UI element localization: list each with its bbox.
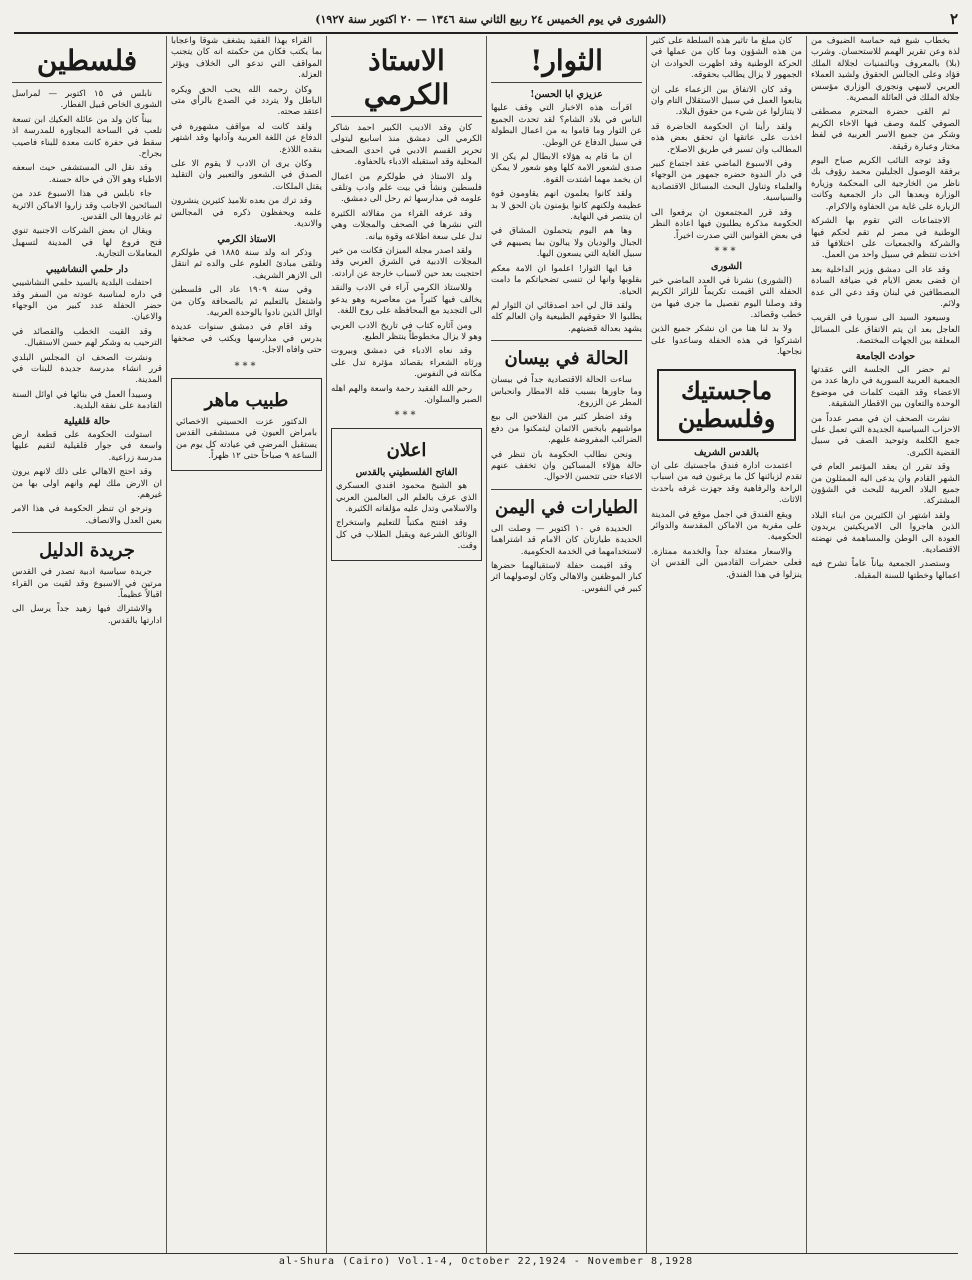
paragraph: ساءت الحالة الاقتصادية جداً في بيسان وما جاورها بسبب قلة الامطار وانحباس المطر عن الزروع.: [491, 375, 642, 408]
column-6: [8, 36, 166, 1254]
paragraph: جريدة سياسية ادبية تصدر في القدس مرتين في الاسبوع وقد لقيت من القراء اقبالاً عظيماً.: [12, 567, 162, 601]
paragraph: وقد نعاه الادباء في دمشق وبيروت ورثاه الشعراء بقصائد مؤثرة تدل على مكانته في النفوس.: [331, 346, 482, 380]
paragraph: فيا ايها الثوار! اعلموا ان الامة معكم بقلوبها وانها لن تنسى تضحياتكم ما دامت الحياة.: [491, 263, 642, 297]
paragraph: اقرأت هذه الاخبار التي وقف عليها الناس في بلاد الشام؟ لقد تحدث الجميع عن الثوار وما قاموا به من اعمال البطولة في سبيل الدفاع عن الوطن.: [491, 103, 642, 148]
paragraph: وقد ترك من بعده تلاميذ كثيرين ينشرون علمه ويحفظون ذكره في المجالس والاندية.: [171, 196, 322, 230]
article-headline: ماجستيك وفلسطين: [657, 369, 796, 441]
paragraph: ونحن نطالب الحكومة بان تنظر في حالة هؤلاء المساكين وان تخفف عنهم الاعباء حتى تتحسن الاحوال.: [491, 449, 642, 483]
columns-container: [8, 36, 964, 1254]
divider: [491, 489, 642, 490]
ad-headline: اعلان: [386, 439, 427, 461]
paragraph: بيناً كان ولد من عائلة العكيك ابن تسعة تلعب في الساحة المجاورة للمدرسة اذ سقط في حفرة كانت معدة للبناء فاصيب بجراح.: [12, 114, 162, 160]
separator-stars: ***: [714, 245, 739, 257]
paragraph: وسيبدأ العمل في بنائها في اوائل السنة القادمة على نفقة البلدية.: [12, 389, 162, 412]
section-headline: الطيارات في اليمن: [495, 496, 638, 518]
paragraph: ان ما قام به هؤلاء الابطال لم يكن الا صدى لشعور الامة كلها وهو شعور لا يمكن ان يخمد مهما اشتدت القوة.: [491, 152, 642, 185]
column-4: [326, 36, 486, 1254]
section-subheading: الاستاذ الكرمي: [217, 233, 276, 245]
paragraph: وقد اضطر كثير من الفلاحين الى بيع مواشيهم بابخس الاثمان ليتمكنوا من دفع الضرائب المفروضة عليهم.: [491, 412, 642, 446]
paragraph: ويقع الفندق في اجمل موقع في المدينة على مقربة من الاماكن المقدسة والدوائر الحكومية.: [651, 509, 802, 543]
paragraph: رحم الله الفقيد رحمة واسعة والهم اهله الصبر والسلوان.: [331, 383, 482, 405]
paragraph: وقد عاد الى دمشق وزير الداخلية بعد ان قضى بعض الايام في ضيافة السادة المصطافين في لبنان وقد دعي الى عدة ولائم.: [811, 264, 960, 309]
ad-headline: طبيب ماهر: [204, 389, 289, 411]
paragraph: هو الشيخ محمود افندي العسكري الذي عرف بالعلم الى العالمين العربي والاسلامي وتدل عليه مؤلفاته الكثيرة.: [336, 481, 477, 514]
paragraph: نشرت الصحف ان في مصر عدداً من الاحزاب السياسية الجديدة التي تعمل على جمع الكلمة وتوحيد الصف في سبيل القضية الكبرى.: [811, 413, 960, 458]
paragraph: وقد تقرر ان يعقد المؤتمر العام في الشهر القادم وان يدعى اليه الممثلون من جميع البلاد العربية للبحث في الشؤون المشتركة.: [811, 462, 960, 507]
paragraph: جاء نابلس في هذا الاسبوع عدد من السائحين الاجانب وقد زاروا الاماكن الاثرية ثم غادروها الى القدس.: [12, 189, 162, 223]
paragraph: وقد احتج الاهالي على ذلك لانهم يرون ان الارض ملك لهم وانهم اولى بها من غيرهم.: [12, 467, 162, 500]
paragraph: ونشرت الصحف ان المجلس البلدي قرر انشاء مدرسة جديدة للبنات في المدينة.: [12, 352, 162, 386]
paragraph: احتفلت البلدية بالسيد حلمي النشاشيبي في داره لمناسبة عودته من السفر وقد حضر الحفلة عدد كبير من الوجهاء والاعيان.: [12, 278, 162, 323]
paragraph: وللاستاذ الكرمي آراء في الادب والنقد يخالف فيها كثيراً من معاصريه وهو يدعو الى التجديد مع المحافظة على روح اللغة.: [331, 283, 482, 317]
paragraph: وكان يرى ان الادب لا يقوم الا على الصدق في الشعور والتعبير وان التقليد يقتل الملكات.: [171, 159, 322, 192]
section-subheading: دار حلمي النشاشيبي: [46, 263, 128, 275]
paragraph: استولت الحكومة على قطعة ارض واسعة في جوار قلقيلية لتقيم عليها مدرسة زراعية.: [12, 429, 162, 463]
section-headline: جريدة الدليل: [39, 540, 135, 562]
article-headline: فلسطين: [12, 44, 162, 83]
paragraph: ولا بد لنا هنا من ان نشكر جميع الذين اشتركوا في هذه الحفلة وساعدوا على نجاحها.: [651, 324, 802, 358]
paragraph: الحديدة في ١٠ اكتوبر — وصلت الى الحديدة طيارتان كان الامام قد اشتراهما لاستخدامهما في الخدمة الحكومية.: [491, 523, 642, 557]
archive-footer: al-Shura (Cairo) Vol.1-4, October 22,1924 - November 8,1928: [278, 1256, 694, 1267]
paragraph: وقد نقل الى المستشفى حيث اسعفه الاطباء وهو الآن في حالة حسنة.: [12, 163, 162, 185]
header-date-line: (الشورى في يوم الخميس ٢٤ ربيع الثاني سنة ١٣٤٦ — ٢٠ اكتوبر سنة ١٩٢٧): [315, 12, 667, 26]
paragraph: وقد قرر المجتمعون ان يرفعوا الى الحكومة مذكرة يطلبون فيها اعادة النظر في بعض القوانين التي صدرت اخيراً.: [651, 207, 802, 241]
separator-stars: ***: [234, 360, 259, 372]
paragraph: وقد اقيمت حفلة لاستقبالهما حضرها كبار الموظفين والاهالي وكان لوصولهما اثر كبير في النفوس.: [491, 561, 642, 594]
article-headline: الثوار!: [491, 44, 642, 83]
paragraph: وقد توجه النائب الكريم صباح اليوم برفقة الوصول الجليلين محمد رؤوف بك ناظر من الخارجية الى المحكمة وزيارة الوزارة وبعدها الى دار الجمعية وكانت الزيارة على غاية من الحفاوة والاكرام.: [811, 156, 960, 212]
paragraph: ونرجو ان تنظر الحكومة في هذا الامر بعين العدل والانصاف.: [12, 504, 162, 526]
paragraph: وقد عرفه القراء من مقالاته الكثيرة التي نشرها في الصحف والمجلات وهي تدل على سعة اطلاعه وقوة بيانه.: [331, 208, 482, 242]
paragraph: وذكر انه ولد سنة ١٨٨٥ في طولكرم وتلقى مبادئ العلوم على والده ثم انتقل الى الازهر الشريف.: [171, 247, 322, 281]
paragraph: بخطاب شيع فيه حماسة الضيوف من لذة وعن تقرير الهمم للاستحسان. وشرب (بلا) بالمعروف وبالتمنيات لجلالة الملك فؤاد وعلى الجالس الحقوق ولشيد العملاء العربي لاسهي ونجوري الوزاري مؤسس جلالة الملك في العائلة المصرية.: [811, 36, 960, 104]
advertisement: [171, 378, 322, 471]
paragraph: ثم حضر الى الجلسة التي عقدتها الجمعية العربية السورية في دارها عدد من الاعضاء وقد القيت كلمات في موضوع الوحدة والتعاون بين الاقطار الشقيقة.: [811, 364, 960, 410]
paragraph: اعتمدت ادارة فندق ماجستيك على ان تقدم لزبائنها كل ما يرغبون فيه من اسباب الراحة والرفاهية وقد جهزت غرفه باحدث الاثاث.: [651, 460, 802, 506]
paragraph: وقد القيت الخطب والقصائد في الترحيب به وشكر لهم حسن الاستقبال.: [12, 326, 162, 349]
page-number: ٢: [949, 10, 958, 28]
paragraph: ثم القى حضرة المحترم مصطفى الصوفي كلمة وصف فيها الاخاء الكريم وشكر من جميع الاسر العربية في لفظ مختار وعبارة رقيقة.: [811, 107, 960, 152]
paragraph: وسيعود السيد الى سوريا في القريب العاجل بعد ان يتم الاتفاق على المسائل المعلقة بين الجهات المختصة.: [811, 313, 960, 347]
article-greeting: عزيزي ابا الحسن!: [530, 89, 603, 100]
section-subheading: حالة قلقيلية: [63, 415, 111, 427]
paragraph: ولقد كانت له مواقف مشهورة في الدفاع عن اللغة العربية وآدابها وقد اشتهر بنقده اللاذع.: [171, 121, 322, 155]
paragraph: الاجتماعات التي تقوم بها الشركة الوطنية في مصر لم تقم لحكم فيها والشركة والجمعيات على اختلافها قد اخذت تنتظم في سبيل واحد من العمل.: [811, 216, 960, 261]
paragraph: القراء بهذا الفقيد يشغف شوقاً واعجاباً بما يكتب فكان من حكمته انه كان يتجنب المواقف التي تدعو الى الخلاف ويؤثر العزلة.: [171, 36, 322, 81]
paragraph: وها هم اليوم يتحملون المشاق في الجبال والوديان ولا يبالون بما يصيبهم في سبيل الغاية التي يسعون اليها.: [491, 226, 642, 260]
paragraph: الدكتور عزت الحسيني الاخصائي بامراض العيون في مستشفى القدس يستقبل المرضى في عيادته كل يوم من الساعة ٩ صباحاً حتى ١٢ ظهراً.: [176, 416, 317, 462]
paragraph: ولقد كانوا يعلمون انهم يقاومون قوة عظيمة ولكنهم كانوا يؤمنون بان الحق لا بد ان ينتصر في النهاية.: [491, 189, 642, 223]
ad-subheading: الفاتح الفلسطيني بالقدس: [355, 466, 458, 478]
separator-stars: ***: [394, 410, 419, 422]
column-1: [806, 36, 964, 1254]
paragraph: ولقد رأينا ان الحكومة الحاضرة قد اخذت على عاتقها ان تحقق بعض هذه المطالب وان تسير في طريق الاصلاح.: [651, 121, 802, 155]
article-subheading: بالقدس الشريف: [694, 446, 759, 458]
paragraph: ومن آثاره كتاب في تاريخ الادب العربي وهو لا يزال مخطوطاً ينتظر الطبع.: [331, 320, 482, 342]
article-headline: الاستاذ الكرمي: [331, 44, 482, 117]
paragraph: وكان رحمه الله يحب الحق ويكره الباطل ولا يتردد في الصدع بالرأي متى اعتقد صحته.: [171, 84, 322, 118]
section-subheading: الشورى: [711, 261, 742, 273]
paragraph: نابلس في ١٥ اكتوبر — لمراسل الشورى الخاص قبيل الفطار.: [12, 89, 162, 111]
paragraph: وفي الاسبوع الماضي عقد اجتماع كبير في دار الندوة حضره جمهور من الوجهاء والعلماء وتناول البحث المسائل الاقتصادية والسياسية.: [651, 159, 802, 204]
divider: [12, 532, 162, 533]
page-header: [14, 6, 958, 34]
paragraph: ولقد قال لي احد اصدقائي ان الثوار لم يطلبوا الا حقوقهم الطبيعية وان العالم كله يشهد بعدالة قضيتهم.: [491, 300, 642, 334]
paragraph: والاسعار معتدلة جداً والخدمة ممتازة. فعلى حضرات القادمين الى القدس ان ينزلوا في هذا الفندق.: [651, 546, 802, 580]
paragraph: كان وقد الاديب الكبير احمد شاكر الكرمي الى دمشق منذ اسابيع ليتولى تحرير القسم الادبي في احدى الصحف المحلية وقد استقبله الادباء بالحفاوة.: [331, 123, 482, 168]
column-5: [166, 36, 326, 1254]
paragraph: ولقد اصدر مجلة الميزان فكانت من خير المجلات الادبية في الشرق العربي وقد احتجبت بعد حين لاسباب خارجة عن ارادته.: [331, 246, 482, 279]
section-headline: الحالة في بيسان: [504, 348, 629, 370]
column-2: [646, 36, 806, 1254]
paragraph: ولقد اشتهر ان الكثيرين من ابناء البلاد الذين هاجروا الى الامريكيتين يريدون العودة الى الوطن والمساهمة في نهضته الاقتصادية.: [811, 510, 960, 556]
paragraph: وقد اقام في دمشق سنوات عديدة يدرس في مدارسها ويكتب في صحفها حتى وافاه الاجل.: [171, 322, 322, 356]
section-subheading: حوادث الجامعة: [855, 350, 916, 362]
paragraph: وقد كان الاتفاق بين الزعماء على ان يتابعوا العمل في سبيل الاستقلال التام وان لا يتنازلوا عن شيء من حقوق البلاد.: [651, 84, 802, 118]
paragraph: وقد افتتح مكتباً للتعليم واستخراج الوثائق الشرعية ويقبل الطلاب في كل وقت.: [336, 518, 477, 552]
paragraph: والاشتراك فيها زهيد جداً يرسل الى ادارتها بالقدس.: [12, 604, 162, 626]
paragraph: وفي سنة ١٩٠٩ عاد الى فلسطين واشتغل بالتعليم ثم بالصحافة وكان من اوائل الذين نادوا بالوحدة العربية.: [171, 285, 322, 318]
paragraph: وستصدر الجمعية بياناً عاماً تشرح فيه اعمالها وخطتها للسنة المقبلة.: [811, 559, 960, 581]
paragraph: كان مبلغ ما تأثير هذه السلطة على كثير من هذه الشؤون وما كان من عملها في الحركة الوطنية وقد اظهرت الحوادث ان الجمهور لا يزال يطالب بحقوقه.: [651, 36, 802, 81]
divider: [491, 340, 642, 341]
paragraph: ويقال ان بعض الشركات الاجنبية تنوي فتح فروع لها في المدينة لتسهيل المعاملات التجارية.: [12, 226, 162, 260]
paragraph: ولد الاستاذ في طولكرم من اعمال فلسطين ونشأ في بيت علم وادب وتلقى علومه في مدارسها ثم رحل الى دمشق.: [331, 171, 482, 205]
paragraph: (الشورى) نشرنا في العدد الماضي خبر الحفلة التي اقيمت تكريماً للزائر الكريم وقد وصلنا اليوم تفصيل ما جرى فيها من خطب وقصائد.: [651, 275, 802, 320]
footer-divider: [14, 1253, 958, 1254]
advertisement: [331, 428, 482, 561]
column-3: [486, 36, 646, 1254]
